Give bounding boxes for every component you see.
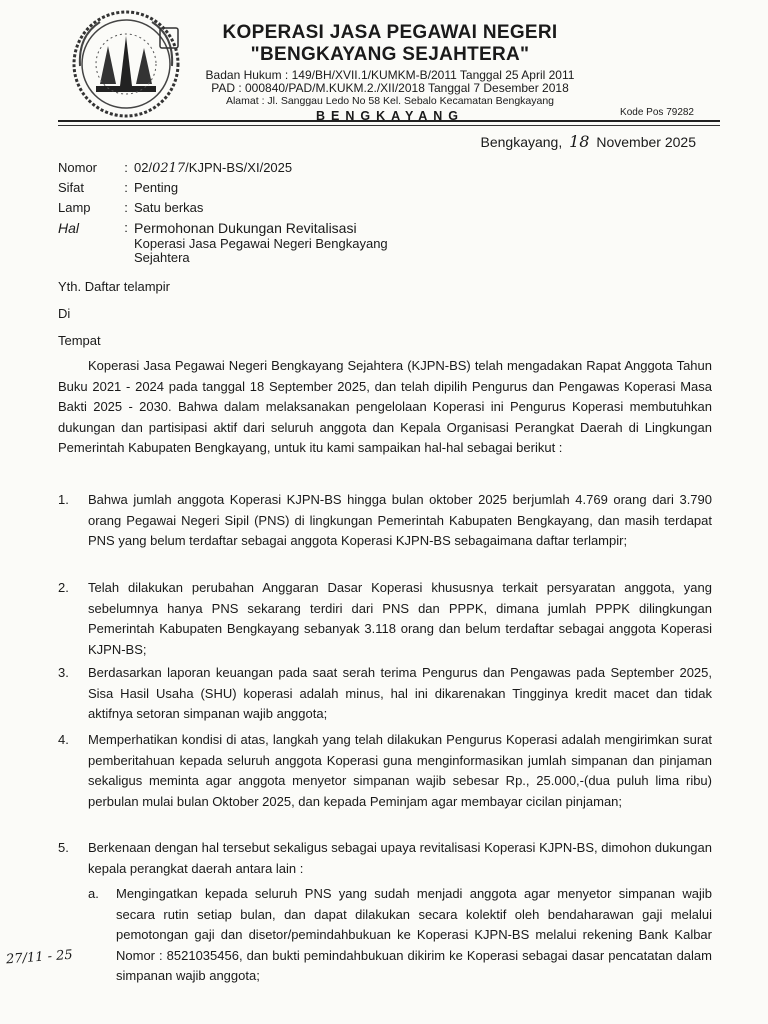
header-rule-thin [58, 125, 720, 126]
pad-number: PAD : 000840/PAD/M.KUKM.2./XII/2018 Tanggal 7 Desember 2018 [211, 81, 569, 95]
sifat-row: Sifat : Penting [58, 180, 179, 195]
org-subname: "BENGKAYANG SEJAHTERA" [250, 44, 530, 65]
sub-list-item: a. Mengingatkan kepada seluruh PNS yang sudah menjadi anggota agar menyetor simpanan wajib secara rutin setiap bulan, dan dapat dilakukan secara kolektif oleh bendaharawan gaji melalui pemotongan gaji dan disetor/pemindahbukuan ke Koperasi KJPN-BS melalui rekening Bank Kalbar Nomor : 8521035456, dan bukti pemindahbukuan dikirim ke Koperasi sebagai dasar pencatatan dalam simpanan wajib anggota; [88, 886, 712, 983]
list-item: 4. Memperhatikan kondisi di atas, langkah yang telah dilakukan Pengurus Koperasi adalah mengirimkan surat pemberitahuan kepada seluruh anggota Koperasi guna menginformasikan jumlah simpanan dan pinjaman sekaligus meminta agar anggota menyetor simpanan wajib sebesar Rp., 25.000,-(dua puluh lima ribu) perbulan mulai bulan Oktober 2025, dan kepada Peminjam agar membayar cicilan pinjaman; [58, 732, 712, 809]
header-rule-thick [58, 120, 720, 122]
list-item: 1. Bahwa jumlah anggota Koperasi KJPN-BS hingga bulan oktober 2025 berjumlah 4.769 orang dari 3.790 orang Pegawai Negeri Sipil (PNS) di lingkungan Pemerintah Kabupaten Bengkayang, dan masih terdapat PNS yang belum terdaftar sebagai anggota Koperasi KJPN-BS sebagaimana daftar terlampir; [58, 492, 712, 548]
handwritten-day: 18 [569, 132, 590, 151]
org-address: Alamat : Jl. Sanggau Ledo No 58 Kel. Sebalo Kecamatan Bengkayang [225, 95, 555, 107]
letterhead [180, 22, 600, 123]
letter-date: Bengkayang, 18 November 2025 [480, 132, 696, 151]
handwritten-margin-note: 27/11 - 25 [5, 947, 74, 968]
legal-entity: Badan Hukum : 149/BH/XVII.1/KUMKM-B/2011 Tanggal 25 April 2011 [205, 68, 575, 82]
intro-paragraph: Koperasi Jasa Pegawai Negeri Bengkayang Sejahtera (KJPN-BS) telah mengadakan Rapat Anggota Tahun Buku 2021 - 2024 pada tanggal 18 September 2025, dan telah dipilih Pengurus dan Pengawas Koperasi Masa Bakti 2025 - 2030. Bahwa dalam melaksanakan pengelolaan Koperasi ini Pengurus Koperasi membutuhkan dukungan dan partisipasi aktif dari seluruh anggota dan Kepala Organisasi Perangkat Daerah di Lingkungan Pemerintah Kabupaten Bengkayang, untuk itu kami sampaikan hal-hal sebagai berikut : [58, 358, 712, 455]
letter-number: 02/0217/KJPN-BS/XI/2025 [134, 160, 293, 176]
list-item: 2. Telah dilakukan perubahan Anggaran Dasar Koperasi khususnya terkait persyaratan anggota, yang sebelumnya hanya PNS sekarang terdiri dari PNS dan PPPK, dimana jumlah PPPK dilingkungan Pemerintah Kabupaten Bengkayang sebanyak 3.118 orang dan belum terdaftar sebagai anggota Koperasi KJPN-BS; [58, 580, 712, 657]
org-city: BENGKAYANG [316, 109, 464, 123]
lamp-row: Lamp : Satu berkas [58, 200, 204, 215]
handwritten-number: 0217 [152, 161, 186, 176]
letter-meta [58, 160, 388, 265]
subject: Permohonan Dukungan Revitalisasi Koperasi Jasa Pegawai Negeri Bengkayang Sejahtera [134, 220, 388, 265]
addressee-di: Di [58, 306, 71, 321]
list-item: 5. Berkenaan dengan hal tersebut sekaligus sebagai upaya revitalisasi Koperasi KJPN-BS, dimohon dukungan kepala perangkat daerah antara lain : [58, 840, 712, 876]
org-name: KOPERASI JASA PEGAWAI NEGERI [222, 22, 558, 43]
cooperative-logo [60, 6, 192, 122]
nomor-row: Nomor : 02/0217/KJPN-BS/XI/2025 [58, 160, 293, 176]
list-item: 3. Berdasarkan laporan keuangan pada saat serah terima Pengurus dan Pengawas pada September 2025, Sisa Hasil Usaha (SHU) koperasi adalah minus, hal ini dikarenakan Tingginya kredit macet dan tidak aktifnya setoran simpanan wajib anggota; [58, 665, 712, 721]
addressee-yth: Yth. Daftar telampir [58, 279, 170, 294]
hal-row: Hal : Permohonan Dukungan Revitalisasi Koperasi Jasa Pegawai Negeri Bengkayang Sejahtera [58, 220, 388, 265]
postal-code: Kode Pos 79282 [620, 107, 694, 118]
addressee-tempat: Tempat [58, 333, 101, 348]
